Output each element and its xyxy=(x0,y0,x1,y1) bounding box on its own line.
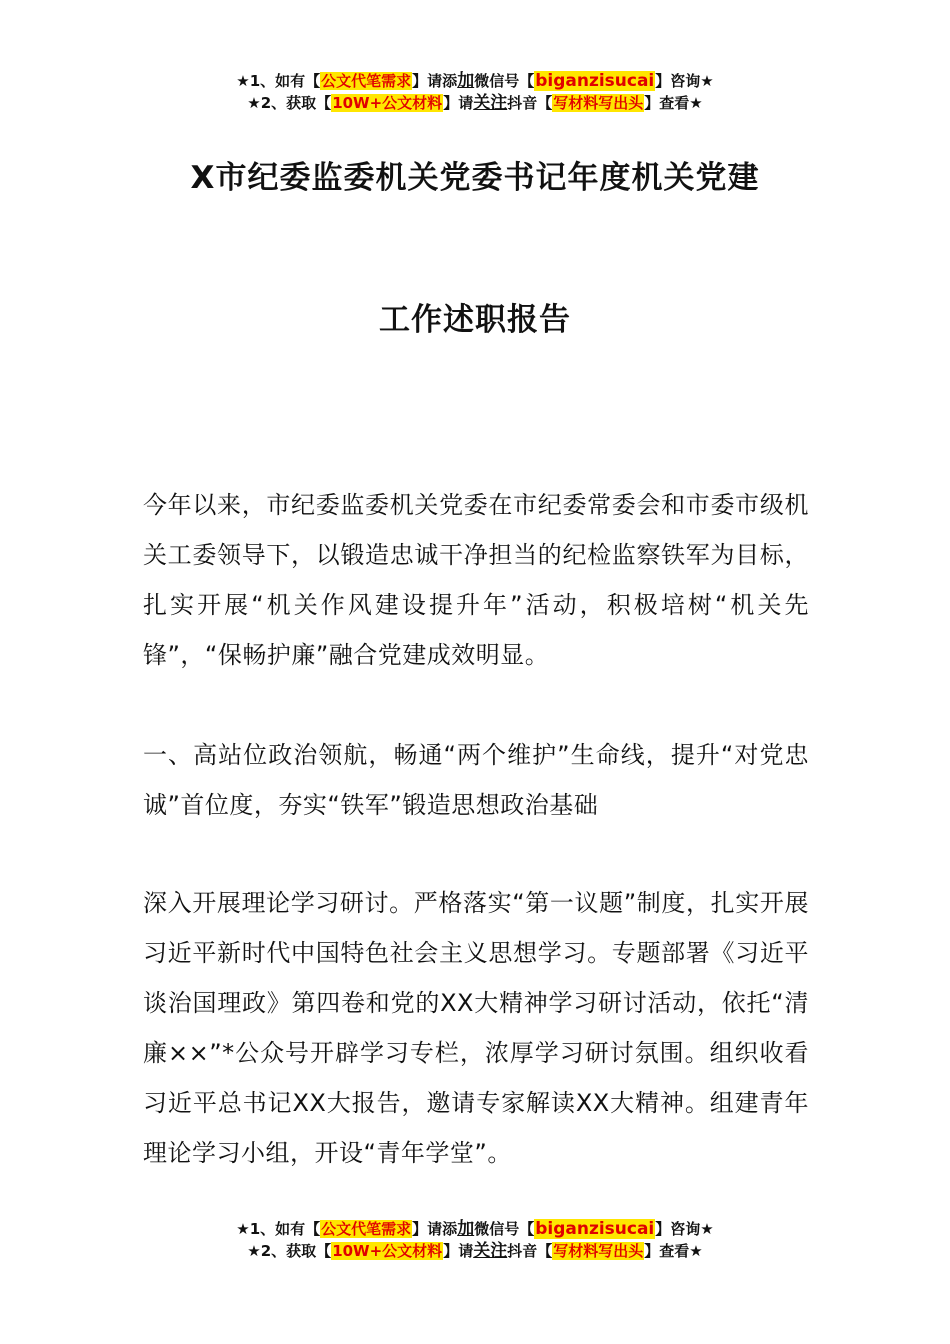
douyin-channel-highlight: 写材料写出头 xyxy=(553,1242,644,1260)
promo-line-2: ★2、获取【10W+公文材料】请关注抖音【写材料写出头】查看★ xyxy=(247,93,703,113)
promo-line-1: ★1、如有【公文代笔需求】请添加微信号【biganzisucai】咨询★ xyxy=(236,71,714,91)
douyin-channel-highlight: 写材料写出头 xyxy=(553,94,644,112)
wechat-account-highlight: biganzisucai xyxy=(535,71,655,91)
materials-highlight: 10W+公文材料 xyxy=(332,94,443,112)
document-title-line-2: 工作述职报告 xyxy=(379,302,571,338)
promo-line-2: ★2、获取【10W+公文材料】请关注抖音【写材料写出头】查看★ xyxy=(247,1241,703,1261)
section-1-body: 深入开展理论学习研讨。严格落实“第一议题”制度，扎实开展习近平新时代中国特色社会主义思想学习。专题部署《习近平谈治国理政》第四卷和党的XX大精神学习研讨活动，依托“清廉××”*公众号开辟学习专栏，浓厚学习研讨氛围。组织收看习近平总书记XX大报告，邀请专家解读XX大精神。组建青年理论学习小组，开设“青年学堂”。 xyxy=(143,889,809,1167)
section-1-heading: 一、高站位政治领航，畅通“两个维护”生命线，提升“对党忠诚”首位度，夯实“铁军”锻造思想政治基础 xyxy=(143,741,809,819)
promo-line-1: ★1、如有【公文代笔需求】请添加微信号【biganzisucai】咨询★ xyxy=(236,1219,714,1239)
materials-highlight: 10W+公文材料 xyxy=(332,1242,443,1260)
service-highlight: 公文代笔需求 xyxy=(321,1220,412,1238)
intro-paragraph: 今年以来，市纪委监委机关党委在市纪委常委会和市委市级机关工委领导下，以锻造忠诚干净担当的纪检监察铁军为目标，扎实开展“机关作风建设提升年”活动，积极培树“机关先锋”，“保畅护廉”融合党建成效明显。 xyxy=(143,491,809,669)
wechat-account-highlight: biganzisucai xyxy=(535,1219,655,1239)
document-title-line-1: X市纪委监委机关党委书记年度机关党建 xyxy=(190,160,760,196)
promo-banner-top xyxy=(0,70,950,114)
promo-banner-bottom xyxy=(0,1218,950,1262)
service-highlight: 公文代笔需求 xyxy=(321,72,412,90)
